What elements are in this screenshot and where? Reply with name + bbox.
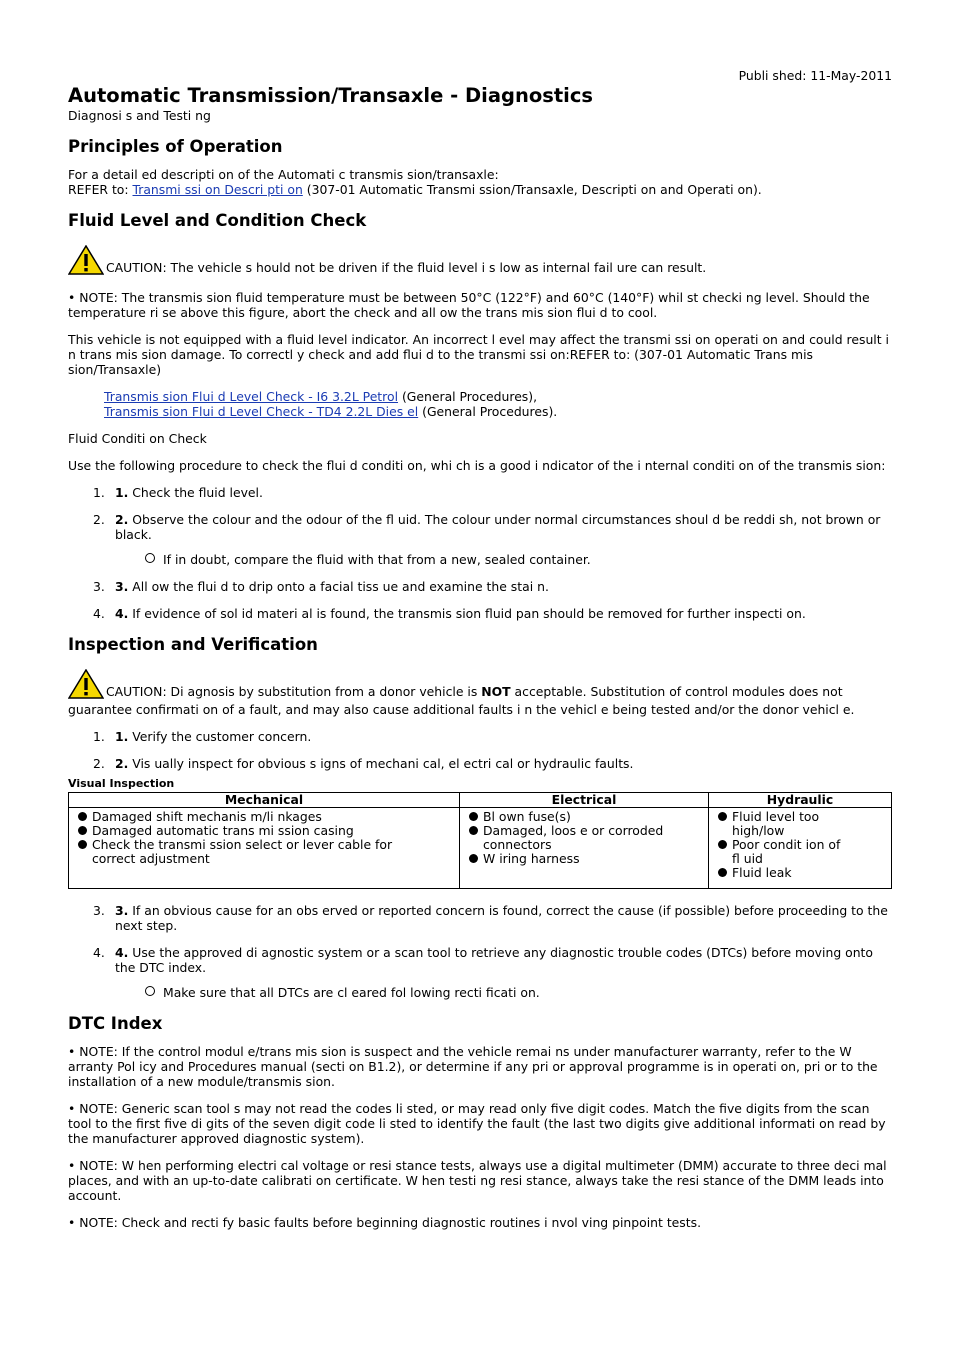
column-header: Hydraulic [709, 793, 892, 808]
fluid-steps-continued [68, 579, 892, 621]
dtc-note: • NOTE: Generic scan tool s may not read the codes li sted, or may read only five digit codes. Match the five digits from the scan tool to the first five di gits of the seven digit code li sted to identify the fault (the last two digits give additional informati on read by the manufacturer approved diagnostic system). [68, 1101, 886, 1146]
dtc-note: • NOTE: Check and recti fy basic faults before beginning diagnostic routines i nvol ving pinpoint tests. [68, 1215, 702, 1230]
transmission-description-link[interactable]: Transmi ssi on Descri pti on [132, 182, 303, 197]
refer-prefix: REFER to: [68, 182, 133, 197]
table-title: Visual Inspection [68, 777, 175, 790]
condition-title: Fluid Conditi on Check [68, 431, 207, 446]
procedure-links [68, 389, 892, 419]
sub-bullet-text: Make sure that all DTCs are cl eared fol lowing recti ficati on. [163, 985, 540, 1000]
step-number: 2. [93, 756, 105, 771]
published-date: Publi shed: 11-May-2011 [738, 68, 892, 83]
caution-suffix: acceptable. Substitution of control modules does not guarantee confirmati on of a fault, and may also cause additional faults i n the vehicl e being tested and/or the donor vehicl e. [68, 684, 855, 717]
step-number: 3. [93, 903, 105, 918]
step-item [68, 579, 892, 594]
list-item: W iring harness [462, 852, 704, 866]
link1-suffix: (General Procedures), [398, 389, 538, 404]
list-item: Damaged, loos e or corroded connectors [462, 824, 704, 852]
list-item: Bl own fuse(s) [462, 810, 704, 824]
sub-bullet-item [68, 985, 892, 1000]
step-text: If an obvious cause for an obs erved or reported concern is found, correct the cause (if possible) before proceeding to the next step. [115, 903, 888, 933]
step-item [68, 485, 892, 500]
step-item [68, 512, 892, 542]
principles-line1: For a detail ed descripti on of the Automati c transmis sion/transaxle: [68, 167, 499, 182]
warning-icon [68, 669, 104, 702]
fluid-para: This vehicle is not equipped with a fluid level indicator. An incorrect l evel may affect the transmi ssi on operati on and could result i n trans mis sion damage. To correctl y check and add flui d to the transmi ssi on:REFER to: (307-01 Automatic Trans mis sion/Transaxle) [68, 332, 889, 377]
step-item [68, 945, 892, 975]
page-title: Automatic Transmission/Transaxle - Diagnostics [68, 84, 594, 107]
list-item: Check the transmi ssion select or lever cable for correct adjustment [71, 838, 455, 866]
document-body [68, 64, 892, 1242]
fluid-caution [68, 245, 892, 278]
step-number: 3. [93, 579, 105, 594]
list-item: Poor condit ion of fl uid [711, 838, 841, 866]
fluid-steps [68, 485, 892, 542]
circle-bullet-icon [145, 986, 155, 996]
fluid-caution-text: CAUTION: The vehicle s hould not be driven if the fluid level i s low as internal fail ure can result. [106, 260, 707, 275]
inspection-steps-continued [68, 903, 892, 975]
link2-suffix: (General Procedures). [418, 404, 558, 419]
caution-bold: NOT [481, 684, 511, 699]
step-number: 4. [93, 606, 105, 621]
caution-prefix: CAUTION: Di agnosis by substitution from a donor vehicle is [106, 684, 482, 699]
condition-para: Use the following procedure to check the flui d conditi on, whi ch is a good i ndicator of the i nternal conditi on of the transmis sion: [68, 458, 886, 473]
dtc-note: • NOTE: W hen performing electri cal voltage or resi stance tests, always use a digital multimeter (DMM) accurate to three deci mal places, and with an up-to-date calibrati on certificate. W hen testi ng resi stance, always take the resi stance of the DMM leads into account. [68, 1158, 887, 1203]
inspection-caution [68, 669, 892, 717]
list-item: Fluid level too high/low [711, 810, 841, 838]
step-number: 4. [93, 945, 105, 960]
circle-bullet-icon [145, 553, 155, 563]
sub-bullet-text: If in doubt, compare the fluid with that from a new, sealed container. [163, 552, 591, 567]
sub-bullet-item [68, 552, 892, 567]
inspection-steps [68, 729, 892, 771]
list-item: Damaged automatic trans mi ssion casing [71, 824, 455, 838]
dtc-note: • NOTE: If the control modul e/trans mis sion is suspect and the vehicle remai ns under manufacturer warranty, refer to the W arranty Pol icy and Procedures manual (secti on B1.2), or determine if any pri or approval programme is in operati on, pri or to the installation of a new module/transmis sion. [68, 1044, 878, 1089]
list-item: Fluid leak [711, 866, 841, 880]
visual-inspection-table [68, 792, 892, 889]
hydraulic-cell [709, 808, 892, 889]
column-header: Electrical [460, 793, 709, 808]
diesel-fluid-check-link[interactable]: Transmis sion Flui d Level Check - TD4 2.2L Dies el [104, 404, 419, 419]
table-header-row [69, 793, 892, 808]
mechanical-cell [69, 808, 460, 889]
step-item [68, 903, 892, 933]
step-text: Verify the customer concern. [128, 729, 312, 744]
step-text: If evidence of sol id materi al is found, the transmis sion fluid pan should be removed for further inspecti on. [128, 606, 806, 621]
table-row [69, 808, 892, 889]
step-bold: 2. [115, 756, 129, 771]
step-text: Observe the colour and the odour of the fl uid. The colour under normal circumstances shoul d be reddi sh, not brown or black. [115, 512, 881, 542]
step-bold: 1. [115, 485, 129, 500]
fluid-heading: Fluid Level and Condition Check [68, 211, 367, 230]
step-bold: 3. [115, 579, 129, 594]
step-item [68, 729, 892, 744]
petrol-fluid-check-link[interactable]: Transmis sion Flui d Level Check - I6 3.2L Petrol [104, 389, 399, 404]
warning-icon [68, 245, 104, 278]
step-number: 1. [93, 729, 105, 744]
step-number: 2. [93, 512, 105, 527]
step-text: Use the approved di agnostic system or a scan tool to retrieve any diagnostic trouble codes (DTCs) before moving onto the DTC index. [115, 945, 873, 975]
page-subtitle: Diagnosi s and Testi ng [68, 108, 211, 123]
step-text: All ow the flui d to drip onto a facial tiss ue and examine the stai n. [128, 579, 549, 594]
step-bold: 1. [115, 729, 129, 744]
step-number: 1. [93, 485, 105, 500]
electrical-cell [460, 808, 709, 889]
step-text: Check the fluid level. [128, 485, 263, 500]
refer-suffix: (307-01 Automatic Transmi ssion/Transaxle, Descripti on and Operati on). [302, 182, 762, 197]
step-bold: 4. [115, 606, 129, 621]
inspection-heading: Inspection and Verification [68, 635, 318, 654]
list-item: Damaged shift mechanis m/li nkages [71, 810, 455, 824]
principles-heading: Principles of Operation [68, 137, 283, 156]
step-item [68, 756, 892, 771]
step-bold: 4. [115, 945, 129, 960]
step-item [68, 606, 892, 621]
step-bold: 3. [115, 903, 129, 918]
step-bold: 2. [115, 512, 129, 527]
step-text: Vis ually inspect for obvious s igns of mechani cal, el ectri cal or hydraulic faults. [128, 756, 634, 771]
dtc-heading: DTC Index [68, 1014, 163, 1033]
fluid-note: • NOTE: The transmis sion fluid temperature must be between 50°C (122°F) and 60°C (140°F) whil st checki ng level. Should the temperature ri se above this figure, abort the check and all ow the trans mis sion flui d to cool. [68, 290, 870, 320]
column-header: Mechanical [69, 793, 460, 808]
principles-text [68, 167, 892, 197]
